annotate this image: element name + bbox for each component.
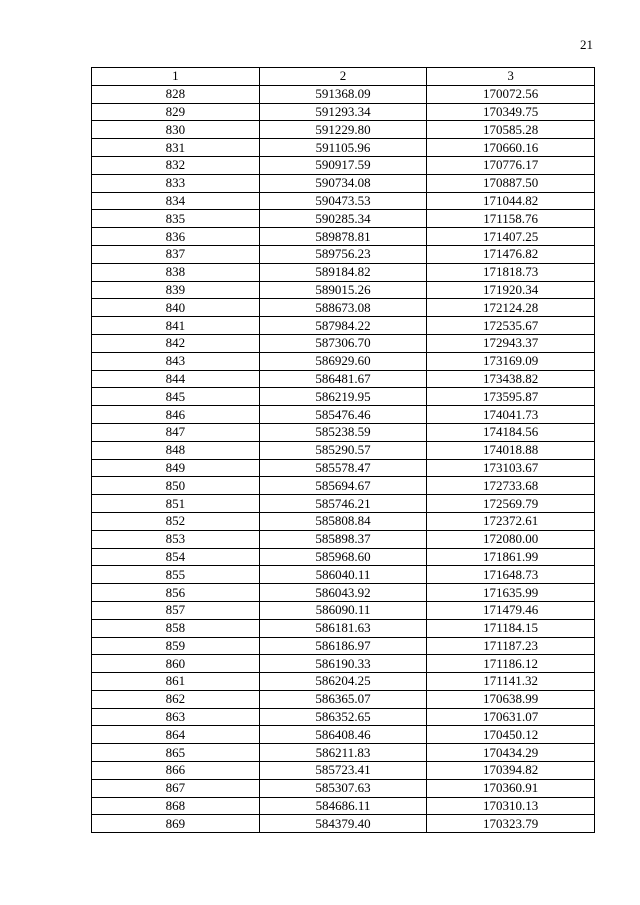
table-cell-col-1: 851	[92, 495, 260, 513]
table-row	[92, 797, 595, 815]
table-cell-col-3: 171184.15	[427, 619, 595, 637]
table-row	[92, 637, 595, 655]
table-row	[92, 673, 595, 691]
table-cell-col-2: 586181.63	[259, 619, 427, 637]
table-row	[92, 388, 595, 406]
table-cell-col-1: 860	[92, 655, 260, 673]
table-row	[92, 815, 595, 833]
table-cell-col-2: 585968.60	[259, 548, 427, 566]
table-cell-col-3: 170394.82	[427, 762, 595, 780]
table-cell-col-1: 853	[92, 530, 260, 548]
table-cell-col-3: 171635.99	[427, 584, 595, 602]
table-cell-col-1: 834	[92, 192, 260, 210]
table-cell-col-2: 586043.92	[259, 584, 427, 602]
table-row	[92, 228, 595, 246]
table-cell-col-2: 589015.26	[259, 281, 427, 299]
table-cell-col-3: 171920.34	[427, 281, 595, 299]
table-cell-col-2: 585898.37	[259, 530, 427, 548]
table-cell-col-3: 172124.28	[427, 299, 595, 317]
table-row	[92, 762, 595, 780]
table-row	[92, 726, 595, 744]
table-cell-col-3: 170585.28	[427, 121, 595, 139]
table-cell-col-2: 590734.08	[259, 174, 427, 192]
table-cell-col-1: 841	[92, 317, 260, 335]
table-row	[92, 370, 595, 388]
table-cell-col-1: 868	[92, 797, 260, 815]
table-cell-col-2: 591293.34	[259, 103, 427, 121]
table-row	[92, 779, 595, 797]
table-row	[92, 566, 595, 584]
table-cell-col-1: 831	[92, 139, 260, 157]
table-cell-col-1: 869	[92, 815, 260, 833]
header-col-2: 2	[259, 68, 427, 86]
table-cell-col-2: 587306.70	[259, 334, 427, 352]
table-cell-col-2: 584379.40	[259, 815, 427, 833]
table-cell-col-2: 589878.81	[259, 228, 427, 246]
table-cell-col-3: 170660.16	[427, 139, 595, 157]
table-cell-col-1: 867	[92, 779, 260, 797]
table-cell-col-3: 172372.61	[427, 512, 595, 530]
table-row	[92, 744, 595, 762]
table-cell-col-3: 171479.46	[427, 601, 595, 619]
table-cell-col-2: 584686.11	[259, 797, 427, 815]
table-row	[92, 281, 595, 299]
table-cell-col-1: 849	[92, 459, 260, 477]
table-row	[92, 156, 595, 174]
table-row	[92, 548, 595, 566]
header-col-1: 1	[92, 68, 260, 86]
table-cell-col-2: 586211.83	[259, 744, 427, 762]
table-cell-col-2: 586219.95	[259, 388, 427, 406]
table-cell-col-3: 171648.73	[427, 566, 595, 584]
header-row	[92, 68, 595, 86]
table-cell-col-3: 173438.82	[427, 370, 595, 388]
table-cell-col-3: 171187.23	[427, 637, 595, 655]
table-cell-col-3: 173103.67	[427, 459, 595, 477]
table-row	[92, 103, 595, 121]
table-cell-col-1: 830	[92, 121, 260, 139]
table-cell-col-2: 590917.59	[259, 156, 427, 174]
table-cell-col-2: 586365.07	[259, 690, 427, 708]
table-cell-col-2: 586408.46	[259, 726, 427, 744]
table-cell-col-3: 171407.25	[427, 228, 595, 246]
table-row	[92, 334, 595, 352]
table-row	[92, 139, 595, 157]
table-cell-col-3: 171818.73	[427, 263, 595, 281]
table-row	[92, 530, 595, 548]
table-cell-col-2: 589756.23	[259, 245, 427, 263]
table-cell-col-2: 587984.22	[259, 317, 427, 335]
table-cell-col-1: 852	[92, 512, 260, 530]
table-cell-col-3: 170360.91	[427, 779, 595, 797]
table-cell-col-3: 172080.00	[427, 530, 595, 548]
table-cell-col-3: 171861.99	[427, 548, 595, 566]
table-cell-col-3: 170349.75	[427, 103, 595, 121]
table-cell-col-3: 170323.79	[427, 815, 595, 833]
table-cell-col-1: 847	[92, 423, 260, 441]
table-cell-col-3: 171158.76	[427, 210, 595, 228]
table-cell-col-1: 838	[92, 263, 260, 281]
table-cell-col-2: 585808.84	[259, 512, 427, 530]
table-cell-col-1: 862	[92, 690, 260, 708]
table-body	[92, 85, 595, 832]
table-header	[92, 68, 595, 86]
table-cell-col-1: 855	[92, 566, 260, 584]
table-cell-col-1: 865	[92, 744, 260, 762]
table-cell-col-3: 170776.17	[427, 156, 595, 174]
table-row	[92, 406, 595, 424]
table-cell-col-3: 170072.56	[427, 85, 595, 103]
table-row	[92, 655, 595, 673]
table-cell-col-1: 863	[92, 708, 260, 726]
table-cell-col-3: 172569.79	[427, 495, 595, 513]
table-row	[92, 690, 595, 708]
table-cell-col-3: 171476.82	[427, 245, 595, 263]
table-cell-col-2: 591105.96	[259, 139, 427, 157]
table-cell-col-1: 866	[92, 762, 260, 780]
table-cell-col-2: 586481.67	[259, 370, 427, 388]
table-cell-col-1: 846	[92, 406, 260, 424]
table-row	[92, 85, 595, 103]
table-cell-col-2: 586204.25	[259, 673, 427, 691]
table-cell-col-1: 854	[92, 548, 260, 566]
table-cell-col-3: 174041.73	[427, 406, 595, 424]
table-row	[92, 512, 595, 530]
table-row	[92, 192, 595, 210]
table-row	[92, 584, 595, 602]
table-cell-col-1: 829	[92, 103, 260, 121]
table-cell-col-2: 591368.09	[259, 85, 427, 103]
table-cell-col-3: 171186.12	[427, 655, 595, 673]
table-row	[92, 263, 595, 281]
table-cell-col-3: 170631.07	[427, 708, 595, 726]
table-cell-col-1: 839	[92, 281, 260, 299]
table-cell-col-3: 170638.99	[427, 690, 595, 708]
table-row	[92, 299, 595, 317]
table-cell-col-1: 836	[92, 228, 260, 246]
table-cell-col-2: 591229.80	[259, 121, 427, 139]
page-number: 21	[580, 37, 593, 52]
table-cell-col-1: 835	[92, 210, 260, 228]
table-row	[92, 210, 595, 228]
table-row	[92, 245, 595, 263]
table-cell-col-1: 857	[92, 601, 260, 619]
table-cell-col-1: 828	[92, 85, 260, 103]
table-cell-col-3: 174184.56	[427, 423, 595, 441]
table-cell-col-3: 172733.68	[427, 477, 595, 495]
table-cell-col-1: 845	[92, 388, 260, 406]
table-cell-col-2: 585746.21	[259, 495, 427, 513]
table-row	[92, 121, 595, 139]
table-cell-col-1: 861	[92, 673, 260, 691]
header-col-3: 3	[427, 68, 595, 86]
table-cell-col-3: 171044.82	[427, 192, 595, 210]
table-cell-col-2: 586090.11	[259, 601, 427, 619]
table-cell-col-3: 172535.67	[427, 317, 595, 335]
table-cell-col-2: 585307.63	[259, 779, 427, 797]
table-cell-col-2: 586040.11	[259, 566, 427, 584]
table-cell-col-3: 172943.37	[427, 334, 595, 352]
table-cell-col-1: 850	[92, 477, 260, 495]
table-row	[92, 174, 595, 192]
table-cell-col-3: 173595.87	[427, 388, 595, 406]
table-cell-col-3: 170887.50	[427, 174, 595, 192]
table-row	[92, 619, 595, 637]
table-cell-col-1: 843	[92, 352, 260, 370]
table-cell-col-1: 848	[92, 441, 260, 459]
table-row	[92, 708, 595, 726]
table-row	[92, 423, 595, 441]
table-cell-col-1: 858	[92, 619, 260, 637]
table-cell-col-1: 837	[92, 245, 260, 263]
table-cell-col-3: 174018.88	[427, 441, 595, 459]
table-cell-col-2: 589184.82	[259, 263, 427, 281]
table-row	[92, 352, 595, 370]
table-row	[92, 495, 595, 513]
table-cell-col-3: 170434.29	[427, 744, 595, 762]
table-cell-col-1: 856	[92, 584, 260, 602]
table-cell-col-2: 586352.65	[259, 708, 427, 726]
table-cell-col-2: 585723.41	[259, 762, 427, 780]
table-cell-col-2: 586190.33	[259, 655, 427, 673]
table-cell-col-1: 840	[92, 299, 260, 317]
table-cell-col-3: 171141.32	[427, 673, 595, 691]
coordinates-table	[91, 67, 595, 833]
table-cell-col-3: 170450.12	[427, 726, 595, 744]
table-cell-col-2: 585694.67	[259, 477, 427, 495]
table-cell-col-2: 585476.46	[259, 406, 427, 424]
table-cell-col-2: 585578.47	[259, 459, 427, 477]
table-row	[92, 317, 595, 335]
table-row	[92, 441, 595, 459]
table-cell-col-2: 586929.60	[259, 352, 427, 370]
table-row	[92, 459, 595, 477]
table-cell-col-2: 588673.08	[259, 299, 427, 317]
table-cell-col-3: 170310.13	[427, 797, 595, 815]
table-cell-col-2: 585290.57	[259, 441, 427, 459]
table-cell-col-1: 844	[92, 370, 260, 388]
table-cell-col-2: 590285.34	[259, 210, 427, 228]
table-cell-col-1: 859	[92, 637, 260, 655]
table-cell-col-2: 590473.53	[259, 192, 427, 210]
table-cell-col-1: 833	[92, 174, 260, 192]
table-cell-col-1: 842	[92, 334, 260, 352]
table-row	[92, 601, 595, 619]
table-row	[92, 477, 595, 495]
table-cell-col-1: 832	[92, 156, 260, 174]
table-cell-col-2: 585238.59	[259, 423, 427, 441]
table-cell-col-3: 173169.09	[427, 352, 595, 370]
table-cell-col-2: 586186.97	[259, 637, 427, 655]
table-cell-col-1: 864	[92, 726, 260, 744]
